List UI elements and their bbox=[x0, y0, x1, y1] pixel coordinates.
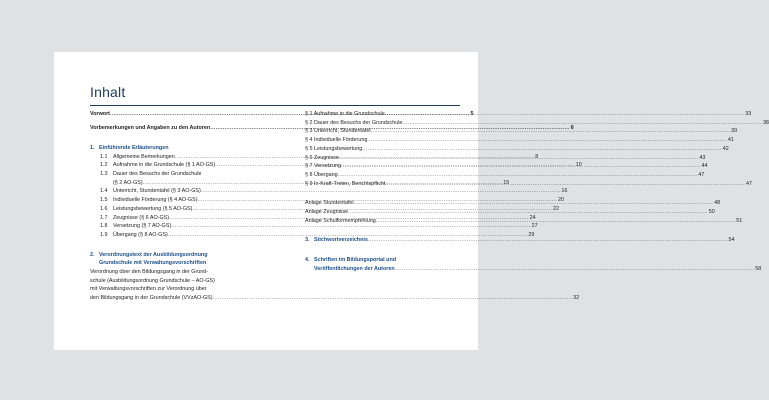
toc-entry-label: § 6 Zeugnisse bbox=[305, 154, 339, 161]
toc-page-number: 8 bbox=[535, 153, 539, 160]
toc-entry-label: den Bildungsgang in der Grundschule (VVzAO-GS) bbox=[90, 295, 213, 302]
toc-page-number: 6 bbox=[570, 125, 574, 132]
entry-number: 1.9 bbox=[100, 231, 108, 238]
title-rule bbox=[90, 105, 460, 106]
section-label: Stichwortverzeichnis bbox=[314, 237, 368, 244]
toc-entry-1-8[interactable] bbox=[90, 222, 538, 231]
leader-dots bbox=[395, 265, 755, 274]
leader-dots bbox=[348, 208, 708, 217]
toc-entry-1-3-line1[interactable] bbox=[90, 170, 296, 179]
toc-paragraph-6[interactable] bbox=[305, 154, 706, 163]
toc-section-2-text-line: mit Verwaltungsvorschriften zur Verordnung über bbox=[90, 286, 207, 293]
toc-entry-label: Vorbemerkungen und Angaben zu den Autoren bbox=[90, 125, 211, 132]
toc-entry-label: Unterricht, Stundentafel (§ 3 AO-GS) bbox=[113, 188, 201, 195]
section-label: Schriften im Bildungsportal und bbox=[314, 257, 397, 264]
entry-number: 1.8 bbox=[100, 223, 108, 230]
toc-page-number: 39 bbox=[731, 128, 738, 135]
toc-page-number: 47 bbox=[698, 171, 705, 178]
toc-page-number: 15 bbox=[503, 179, 510, 186]
leader-dots bbox=[385, 180, 745, 189]
toc-page-number: 20 bbox=[558, 197, 565, 204]
toc-entry-label: § 9 In-Kraft-Treten, Berichtspflicht bbox=[305, 180, 386, 187]
section-number: 3. bbox=[305, 237, 310, 244]
toc-entry-label: Vorwort bbox=[90, 111, 110, 117]
toc-section-2-heading-line2: Grundschule mit Verwaltungsvorschriften bbox=[99, 260, 207, 267]
toc-entry-label: § 1 Aufnahme in die Grundschule bbox=[305, 111, 385, 117]
toc-page-number: 47 bbox=[745, 180, 752, 187]
leader-dots bbox=[402, 119, 762, 128]
toc-entry-label: § 3 Unterricht, Stundentafel bbox=[305, 128, 371, 135]
toc-entry-label: § 4 Individuelle Förderung bbox=[305, 137, 368, 144]
page-title: Inhalt bbox=[90, 84, 126, 100]
section-number: 1. bbox=[90, 144, 95, 151]
section-label-continued: Veröffentlichungen der Autoren bbox=[314, 265, 395, 272]
toc-entry-label: Übergang (§ 8 AO-GS) bbox=[113, 231, 168, 238]
leader-dots bbox=[362, 145, 722, 154]
toc-entry-label: § 7 Versetzung bbox=[305, 163, 341, 170]
toc-section-4-heading[interactable] bbox=[305, 256, 460, 265]
toc-page-number: 41 bbox=[727, 137, 734, 144]
toc-entry-label: § 8 Übergang bbox=[305, 171, 338, 178]
toc-entry-1-9[interactable] bbox=[90, 231, 535, 240]
toc-entry-label-continued: (§ 2 AO-GS) bbox=[113, 179, 143, 186]
toc-entry-label: Aufnahme in die Grundschule (§ 1 AO-GS) bbox=[113, 162, 216, 169]
toc-section-2-heading[interactable] bbox=[90, 251, 296, 260]
toc-entry-label: § 5 Leistungsbewertung bbox=[305, 145, 363, 152]
toc-page-number: 32 bbox=[573, 295, 580, 302]
toc-paragraph-2[interactable] bbox=[305, 119, 769, 128]
toc-entry-label: § 2 Dauer des Besuchs der Grundschule bbox=[305, 119, 403, 126]
toc-page-number: 48 bbox=[714, 200, 721, 207]
toc-entry-label: Dauer des Besuchs der Grundschule bbox=[113, 171, 202, 178]
entry-number: 1.2 bbox=[100, 162, 108, 169]
leader-dots bbox=[371, 127, 731, 136]
toc-entry-section-2-last[interactable] bbox=[90, 294, 580, 303]
toc-paragraph-5[interactable] bbox=[305, 145, 729, 154]
toc-page-number: 33 bbox=[745, 111, 752, 117]
toc-page-number: 43 bbox=[699, 154, 706, 161]
section-label: Einführende Erläuterungen bbox=[99, 144, 169, 151]
toc-section-4-heading-line2[interactable] bbox=[305, 265, 762, 274]
toc-page-number: 44 bbox=[701, 163, 708, 170]
section-number: 4. bbox=[305, 257, 310, 264]
entry-number: 1.6 bbox=[100, 205, 108, 212]
section-label: Verordnungstext der Ausbildungsordnung bbox=[99, 251, 208, 258]
toc-page-number: 58 bbox=[755, 265, 762, 272]
toc-page-number: 16 bbox=[561, 188, 568, 195]
toc-page-number: 5 bbox=[470, 111, 474, 117]
toc-entry-label: Anlage Schulformempfehlung bbox=[305, 217, 376, 224]
toc-entry-label: Zeugnisse (§ 6 AO-GS) bbox=[113, 214, 170, 221]
entry-number: 1.4 bbox=[100, 188, 108, 195]
toc-page-number: 10 bbox=[575, 162, 582, 169]
toc-paragraph-4[interactable] bbox=[305, 136, 734, 145]
leader-dots bbox=[368, 236, 728, 245]
leader-dots bbox=[338, 171, 698, 180]
toc-page-number: 54 bbox=[728, 237, 735, 244]
toc-entry-label: Anlage Zeugnisse bbox=[305, 209, 349, 216]
leader-dots bbox=[376, 217, 736, 226]
toc-entry-label: Allgemeine Bemerkungen bbox=[113, 153, 175, 160]
leader-dots bbox=[367, 136, 727, 145]
section-number: 2. bbox=[90, 251, 95, 258]
toc-page-number: 38 bbox=[762, 119, 769, 126]
toc-entry-label: Anlage Stundentafel bbox=[305, 200, 354, 207]
toc-page-number: 29 bbox=[528, 231, 535, 238]
entry-number: 1.7 bbox=[100, 214, 108, 221]
toc-entry-label: Versetzung (§ 7 AO-GS) bbox=[113, 223, 172, 230]
toc-section-3-heading[interactable] bbox=[305, 236, 735, 245]
entry-number: 1.1 bbox=[100, 153, 108, 160]
toc-page-number: 22 bbox=[552, 205, 559, 212]
toc-page-number: 24 bbox=[529, 214, 536, 221]
toc-section-1-heading[interactable] bbox=[90, 144, 296, 153]
entry-number: 1.5 bbox=[100, 197, 108, 204]
leader-dots bbox=[339, 154, 699, 163]
toc-entry-1-4[interactable] bbox=[90, 187, 568, 196]
leader-dots bbox=[385, 110, 745, 119]
toc-paragraph-1[interactable] bbox=[305, 110, 752, 119]
leader-dots bbox=[341, 162, 701, 171]
toc-section-2-text-line: schule (Ausbildungsordnung Grundschule – AO-GS) bbox=[90, 277, 215, 284]
toc-entry-label: Individuelle Förderung (§ 4 AO-GS) bbox=[113, 197, 198, 204]
toc-page-number: 50 bbox=[708, 209, 715, 216]
toc-page-number: 42 bbox=[722, 145, 729, 152]
leader-dots bbox=[354, 199, 714, 208]
toc-page-number: 51 bbox=[736, 217, 743, 224]
toc-section-2-text-line: Verordnung über den Bildungsgang in der Grund- bbox=[90, 269, 209, 276]
toc-paragraph-8[interactable] bbox=[305, 171, 705, 180]
toc-paragraph-3[interactable] bbox=[305, 127, 738, 136]
entry-number: 1.3 bbox=[100, 171, 108, 178]
toc-entry-label: Leistungsbewertung (§ 5 AO-GS) bbox=[113, 205, 193, 212]
leader-dots bbox=[213, 294, 573, 303]
toc-page-number: 27 bbox=[531, 223, 538, 230]
